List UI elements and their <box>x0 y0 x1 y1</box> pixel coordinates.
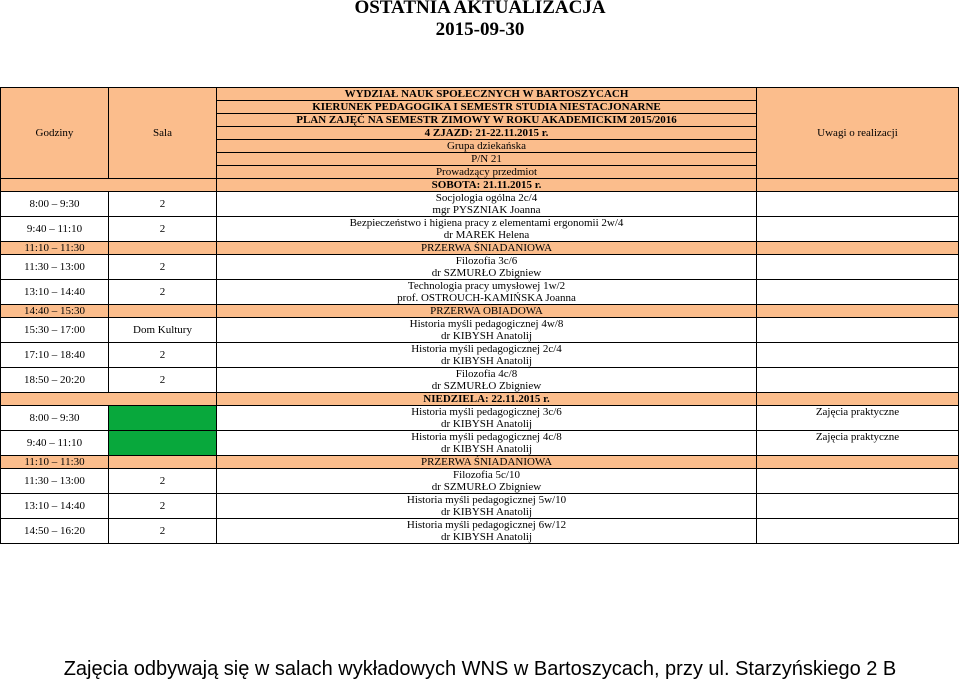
slot-room <box>109 406 217 431</box>
teacher-name: dr KIBYSH Anatolij <box>440 330 533 342</box>
slot-room: Dom Kultury <box>109 318 217 343</box>
subject-name: Historia myśli pedagogicznej 6w/12 <box>406 519 567 531</box>
slot-note <box>757 519 959 544</box>
teacher-name: dr KIBYSH Anatolij <box>440 531 533 543</box>
slot-time: 11:30 – 13:00 <box>1 255 109 280</box>
slot-room: 2 <box>109 217 217 242</box>
slot-room: 2 <box>109 280 217 305</box>
break-room <box>109 242 217 255</box>
slot-subject <box>217 318 757 343</box>
slot-subject <box>217 368 757 393</box>
slot-note <box>757 318 959 343</box>
slot-note <box>757 469 959 494</box>
col-header-room: Sala <box>109 88 217 179</box>
subject-name: Filozofia 3c/6 <box>455 255 518 267</box>
day-label-spacer <box>1 393 217 406</box>
subject-name: Technologia pracy umysłowej 1w/2 <box>407 280 566 292</box>
break-time: 14:40 – 15:30 <box>1 305 109 318</box>
slot-subject <box>217 343 757 368</box>
day-label-spacer <box>757 179 959 192</box>
slot-time: 11:30 – 13:00 <box>1 469 109 494</box>
header-line: Grupa dziekańska <box>217 140 757 153</box>
subject-name: Filozofia 5c/10 <box>453 469 520 481</box>
break-label: PRZERWA ŚNIADANIOWA <box>217 456 757 469</box>
slot-note <box>757 343 959 368</box>
slot-note <box>757 494 959 519</box>
slot-time: 8:00 – 9:30 <box>1 406 109 431</box>
slot-subject <box>217 217 757 242</box>
break-label: PRZERWA ŚNIADANIOWA <box>217 242 757 255</box>
slot-subject <box>217 469 757 494</box>
slot-room: 2 <box>109 519 217 544</box>
break-room <box>109 305 217 318</box>
slot-time: 15:30 – 17:00 <box>1 318 109 343</box>
slot-room: 2 <box>109 192 217 217</box>
subject-name: Socjologia ogólna 2c/4 <box>435 192 538 204</box>
teacher-name: dr KIBYSH Anatolij <box>440 418 533 430</box>
break-notes <box>757 456 959 469</box>
slot-note <box>757 368 959 393</box>
slot-note <box>757 192 959 217</box>
col-header-notes: Uwagi o realizacji <box>757 88 959 179</box>
break-notes <box>757 242 959 255</box>
header-line: P/N 21 <box>217 153 757 166</box>
footer-note: Zajęcia odbywają się w salach wykładowych WNS w Bartoszycach, przy ul. Starzyńskiego 2 B <box>63 658 897 680</box>
slot-time: 14:50 – 16:20 <box>1 519 109 544</box>
teacher-name: dr SZMURŁO Zbigniew <box>431 481 542 493</box>
teacher-name: prof. OSTROUCH-KAMIŃSKA Joanna <box>397 292 576 304</box>
header-line: KIERUNEK PEDAGOGIKA I SEMESTR STUDIA NIESTACJONARNE <box>217 101 757 114</box>
slot-subject <box>217 406 757 431</box>
slot-room <box>109 431 217 456</box>
day-label: SOBOTA: 21.11.2015 r. <box>217 179 757 192</box>
break-notes <box>757 305 959 318</box>
header-line: PLAN ZAJĘĆ NA SEMESTR ZIMOWY W ROKU AKADEMICKIM 2015/2016 <box>217 114 757 127</box>
page-title: OSTATNIA AKTUALIZACJA <box>354 0 606 18</box>
break-time: 11:10 – 11:30 <box>1 242 109 255</box>
teacher-name: dr KIBYSH Anatolij <box>440 355 533 367</box>
slot-subject <box>217 280 757 305</box>
slot-room: 2 <box>109 255 217 280</box>
header-line: Prowadzący przedmiot <box>217 166 757 179</box>
slot-time: 8:00 – 9:30 <box>1 192 109 217</box>
subject-name: Historia myśli pedagogicznej 4c/8 <box>411 431 562 443</box>
slot-room: 2 <box>109 494 217 519</box>
break-room <box>109 456 217 469</box>
slot-subject <box>217 494 757 519</box>
slot-subject <box>217 519 757 544</box>
slot-time: 18:50 – 20:20 <box>1 368 109 393</box>
slot-subject <box>217 192 757 217</box>
slot-note: Zajęcia praktyczne <box>757 431 959 456</box>
slot-room: 2 <box>109 368 217 393</box>
day-label-spacer <box>757 393 959 406</box>
slot-note <box>757 280 959 305</box>
break-label: PRZERWA OBIADOWA <box>217 305 757 318</box>
slot-note: Zajęcia praktyczne <box>757 406 959 431</box>
slot-note <box>757 217 959 242</box>
subject-name: Historia myśli pedagogicznej 3c/6 <box>411 406 562 418</box>
slot-time: 13:10 – 14:40 <box>1 494 109 519</box>
col-header-hours: Godziny <box>1 88 109 179</box>
slot-time: 9:40 – 11:10 <box>1 217 109 242</box>
header-line: 4 ZJAZD: 21-22.11.2015 r. <box>217 127 757 140</box>
subject-name: Filozofia 4c/8 <box>455 368 518 380</box>
subject-name: Historia myśli pedagogicznej 5w/10 <box>406 494 567 506</box>
teacher-name: dr MAREK Helena <box>443 229 530 241</box>
slot-room: 2 <box>109 343 217 368</box>
subject-name: Historia myśli pedagogicznej 2c/4 <box>411 343 562 355</box>
day-label-spacer <box>1 179 217 192</box>
teacher-name: dr KIBYSH Anatolij <box>440 506 533 518</box>
header-line: WYDZIAŁ NAUK SPOŁECZNYCH W BARTOSZYCACH <box>217 88 757 101</box>
teacher-name: dr KIBYSH Anatolij <box>440 443 533 455</box>
slot-time: 9:40 – 11:10 <box>1 431 109 456</box>
day-label: NIEDZIELA: 22.11.2015 r. <box>217 393 757 406</box>
slot-time: 13:10 – 14:40 <box>1 280 109 305</box>
subject-name: Bezpieczeństwo i higiena pracy z elementami ergonomii 2w/4 <box>349 217 624 229</box>
teacher-name: dr SZMURŁO Zbigniew <box>431 267 542 279</box>
break-time: 11:10 – 11:30 <box>1 456 109 469</box>
teacher-name: dr SZMURŁO Zbigniew <box>431 380 542 392</box>
slot-subject <box>217 431 757 456</box>
slot-room: 2 <box>109 469 217 494</box>
teacher-name: mgr PYSZNIAK Joanna <box>432 204 541 216</box>
subject-name: Historia myśli pedagogicznej 4w/8 <box>409 318 564 330</box>
schedule-table <box>0 87 959 544</box>
slot-note <box>757 255 959 280</box>
slot-subject <box>217 255 757 280</box>
slot-time: 17:10 – 18:40 <box>1 343 109 368</box>
update-date: 2015-09-30 <box>435 19 525 40</box>
